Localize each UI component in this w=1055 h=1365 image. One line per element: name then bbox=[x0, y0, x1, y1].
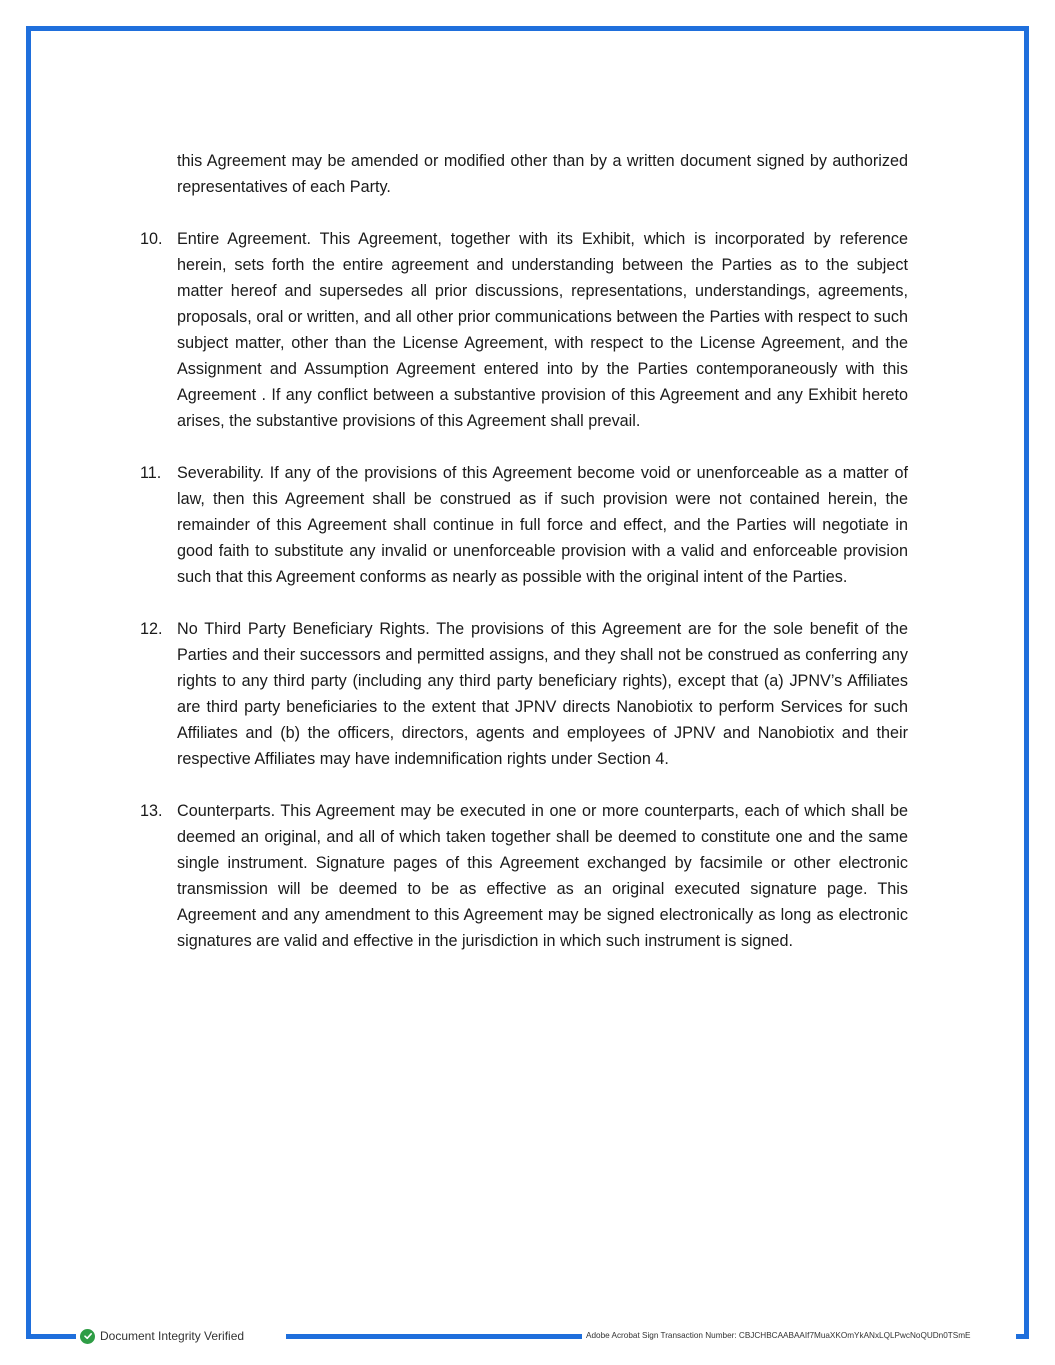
section-text: Entire Agreement. This Agreement, together with its Exhibit, which is incorporated by reference herein, sets forth the entire agreement and understanding between the Parties as to the subject matter hereof and supersedes all prior discussions, representations, understandings, agreements, proposals, oral or written, and all other prior communications between the Parties with respect to such subject matter, other than the License Agreement, with respect to the License Agreement, and the Assignment and Assumption Agreement entered into by the Parties contemporaneously with this Agreement . If any conflict between a substantive provision of this Agreement and any Exhibit hereto arises, the substantive provisions of this Agreement shall prevail. bbox=[177, 230, 908, 430]
section-number: 10. bbox=[140, 230, 163, 248]
section-12 bbox=[140, 616, 908, 772]
transaction-number: Adobe Acrobat Sign Transaction Number: CBJCHBCAABAAIf7MuaXKOmYkANxLQLPwcNoQUDn0TSmE bbox=[586, 1331, 971, 1340]
frame-border-left bbox=[26, 26, 31, 1339]
continuation-text: this Agreement may be amended or modified other than by a written document signed by authorized representatives of each Party. bbox=[177, 152, 908, 196]
document-body bbox=[140, 148, 908, 980]
section-text: Severability. If any of the provisions of this Agreement become void or unenforceable as a matter of law, then this Agreement shall be construed as if such provision were not contained herein, the remainder of this Agreement shall continue in full force and effect, and the Parties will negotiate in good faith to substitute any invalid or unenforceable provision with a valid and enforceable provision such that this Agreement conforms as nearly as possible with the original intent of the Parties. bbox=[177, 464, 908, 586]
section-text: Counterparts. This Agreement may be executed in one or more counterparts, each of which shall be deemed an original, and all of which taken together shall be deemed to constitute one and the same single instrument. Signature pages of this Agreement exchanged by facsimile or other electronic transmission will be deemed to be as effective as an original executed signature page. This Agreement and any amendment to this Agreement may be signed electronically as long as electronic signatures are valid and effective in the jurisdiction in which such instrument is signed. bbox=[177, 802, 908, 950]
section-number: 13. bbox=[140, 802, 163, 820]
section-11 bbox=[140, 460, 908, 590]
section-number: 12. bbox=[140, 620, 163, 638]
frame-border-bottom-left bbox=[26, 1334, 76, 1339]
frame-border-top bbox=[26, 26, 1029, 31]
frame-border-right bbox=[1024, 26, 1029, 1339]
section-text: No Third Party Beneficiary Rights. The provisions of this Agreement are for the sole benefit of the Parties and their successors and permitted assigns, and they shall not be construed as conferring any rights to any third party (including any third party beneficiary rights), except that (a) JPNV’s Affiliates are third party beneficiaries to the extent that JPNV directs Nanobiotix to perform Services for such Affiliates and (b) the officers, directors, agents and employees of JPNV and Nanobiotix and their respective Affiliates may have indemnification rights under Section 4. bbox=[177, 620, 908, 768]
section-13 bbox=[140, 798, 908, 954]
frame-border-bottom-middle bbox=[286, 1334, 582, 1339]
check-circle-icon bbox=[80, 1329, 95, 1344]
section-number: 11. bbox=[140, 464, 162, 482]
continuation-paragraph bbox=[140, 148, 908, 200]
document-integrity-label: Document Integrity Verified bbox=[100, 1329, 245, 1343]
frame-border-bottom-right bbox=[1016, 1334, 1029, 1339]
section-10 bbox=[140, 226, 908, 434]
document-integrity-badge bbox=[80, 1327, 244, 1345]
